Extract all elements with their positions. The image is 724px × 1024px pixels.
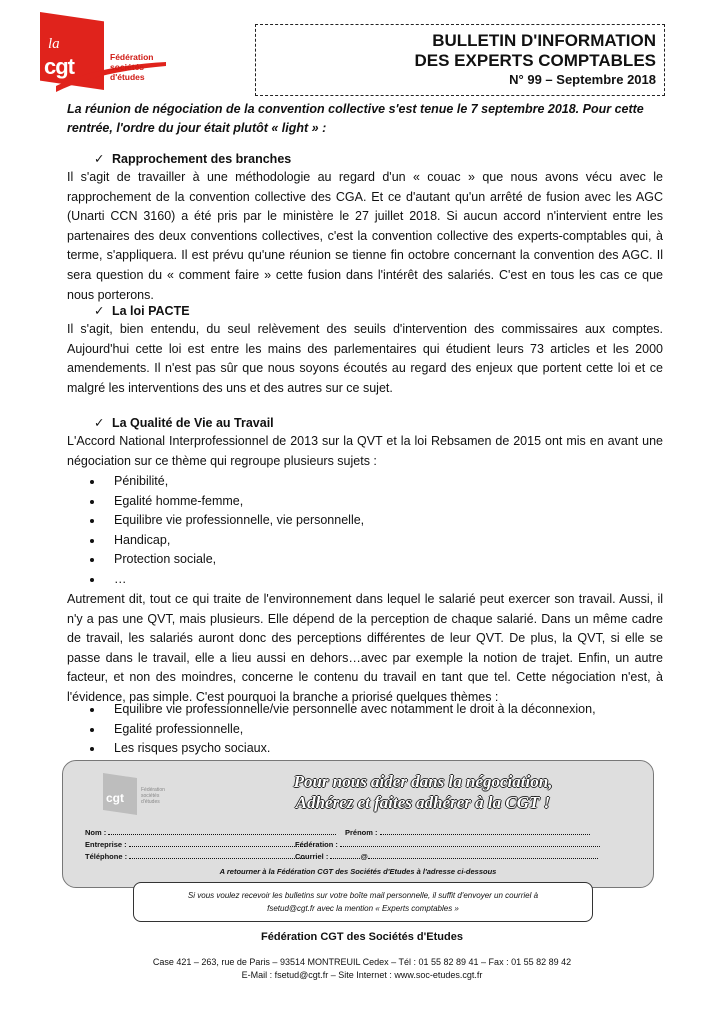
- entreprise-field[interactable]: Entreprise :: [85, 839, 305, 850]
- section-heading-qvt: ✓ La Qualité de Vie au Travail: [94, 416, 274, 430]
- telephone-field[interactable]: Téléphone :: [85, 851, 305, 862]
- list-item: Handicap,: [88, 531, 648, 551]
- mail-info-line1: Si vous voulez recevoir les bulletins sur votre boîte mail personnelle, il suffit d'envoyer un courriel à: [187, 891, 539, 900]
- cgt-logo: [40, 12, 200, 94]
- section-paragraph-qvt: L'Accord National Interprofessionnel de 2013 sur la QVT et la loi Rebsamen de 2015 ont mis en avant une négociation sur ce thème qui regroupe plusieurs sujets :: [67, 434, 663, 468]
- list-item: Equilibre vie professionnelle, vie personnelle,: [88, 511, 648, 531]
- list-item: Egalité professionnelle,: [88, 720, 648, 740]
- mail-subscription-box: [133, 882, 593, 922]
- bulletin-title-box: [255, 24, 665, 96]
- qvt-topics-list: [88, 472, 648, 590]
- list-item: Les risques psycho sociaux.: [88, 739, 648, 759]
- intro-paragraph: La réunion de négociation de la convention collective s'est tenue le 7 septembre 2018. Pour cette rentrée, l'ordre du jour était plutôt « light » :: [67, 102, 644, 135]
- checkmark-icon: ✓: [94, 416, 105, 430]
- section-paragraph-qvt-2: Autrement dit, tout ce qui traite de l'environnement dans lequel le salarié peut exercer son travail. Aussi, il n'y a pas une QVT, mais plusieurs. Elle dépend de la perception de chaque salarié. Dans un même cadre de travail, les salariés auront donc des perceptions différentes de leur QVT. De plus, la QVT, si elle se passe dans le travail, elle a lieu aussi en dehors…avec par exemple la notion de trajet. Enfin, un autre facteur, et non des moindres, concerne le contenu du travail en tant que tel. Cette négociation n'est, à l'évidence, pas simple. C'est pourquoi la branche a priorisé quelques thèmes :: [67, 592, 663, 704]
- footer-title: Fédération CGT des Sociétés d'Etudes: [261, 931, 463, 943]
- logo-cgt-text: cgt: [44, 54, 74, 79]
- list-item: …: [88, 570, 648, 590]
- prenom-field[interactable]: Prénom :: [345, 827, 590, 838]
- bulletin-title-line1: BULLETIN D'INFORMATION: [432, 31, 656, 50]
- membership-form: [62, 760, 654, 888]
- section-heading-branches: ✓ Rapprochement des branches: [94, 152, 292, 166]
- form-return-instructions: A retourner à la Fédération CGT des Sociétés d'Etudes à l'adresse ci-dessous: [219, 867, 497, 876]
- federation-field[interactable]: Fédération :: [295, 839, 600, 850]
- footer-postal-address: Case 421 – 263, rue de Paris – 93514 MONTREUIL Cedex – Tél : 01 55 82 89 41 – Fax : 01 55 82 89 42: [152, 957, 572, 967]
- list-item: Egalité homme-femme,: [88, 492, 648, 512]
- logo-federation-text: Fédération sociétés d'études: [110, 52, 154, 82]
- bulletin-title-line2: DES EXPERTS COMPTABLES: [414, 51, 656, 70]
- mail-info-line2: fsetud@cgt.fr avec la mention « Experts comptables »: [267, 904, 459, 913]
- courriel-field[interactable]: Courriel : @: [295, 851, 598, 862]
- section-paragraph-branches: Il s'agit de travailler à une méthodologie au regard d'un « couac » que nous avons vécu avec le rapprochement de la convention collective des CGA. Et ce d'autant qu'un arrêté de fusion avec les AGC (Unarti CCN 3160) a été pris par le ministère le 27 juillet 2018. Si aucun accord n'intervient entre les partenaires des deux conventions collectives, c'est la convention collective des experts-comptables qui, à terme, s'appliquera. Il est prévu qu'une réunion se tienne fin octobre concernant la convention des AGC. Il sera question du « comment faire » cette fusion dans l'intérêt des salariés. C'est en tous les cas ce que nous porterons.: [67, 170, 663, 302]
- section-paragraph-pacte: Il s'agit, bien entendu, du seul relèvement des seuils d'intervention des commissaires aux comptes. Aujourd'hui cette loi est entre les mains des parlementaires qui étudient leurs 73 articles et les 2000 amendements. Il n'est pas sûr que nous soyons écoutés au regard des enjeux que portent cette loi et ce malgré les interventions des uns et des autres sur ce sujet.: [67, 322, 663, 395]
- logo-la-text: la: [48, 36, 60, 52]
- checkmark-icon: ✓: [94, 152, 105, 166]
- list-item: Equilibre vie professionnelle/vie personnelle avec notamment le droit à la déconnexion,: [88, 700, 648, 720]
- checkmark-icon: ✓: [94, 304, 105, 318]
- form-cgt-logo: cgt Fédération sociétés d'études: [103, 773, 193, 817]
- footer-contact: E-Mail : fsetud@cgt.fr – Site Internet : www.soc-etudes.cgt.fr: [241, 970, 483, 980]
- section-heading-pacte: ✓ La loi PACTE: [94, 304, 190, 318]
- footer-address: [0, 956, 724, 982]
- list-item: Protection sociale,: [88, 550, 648, 570]
- bulletin-issue: N° 99 – Septembre 2018: [509, 72, 656, 87]
- form-slogan: Pour nous aider dans la négociation, Adhérez et faites adhérer à la CGT !: [293, 772, 553, 812]
- nom-field[interactable]: Nom :: [85, 827, 336, 838]
- list-item: Pénibilité,: [88, 472, 648, 492]
- priority-themes-list: [88, 700, 648, 759]
